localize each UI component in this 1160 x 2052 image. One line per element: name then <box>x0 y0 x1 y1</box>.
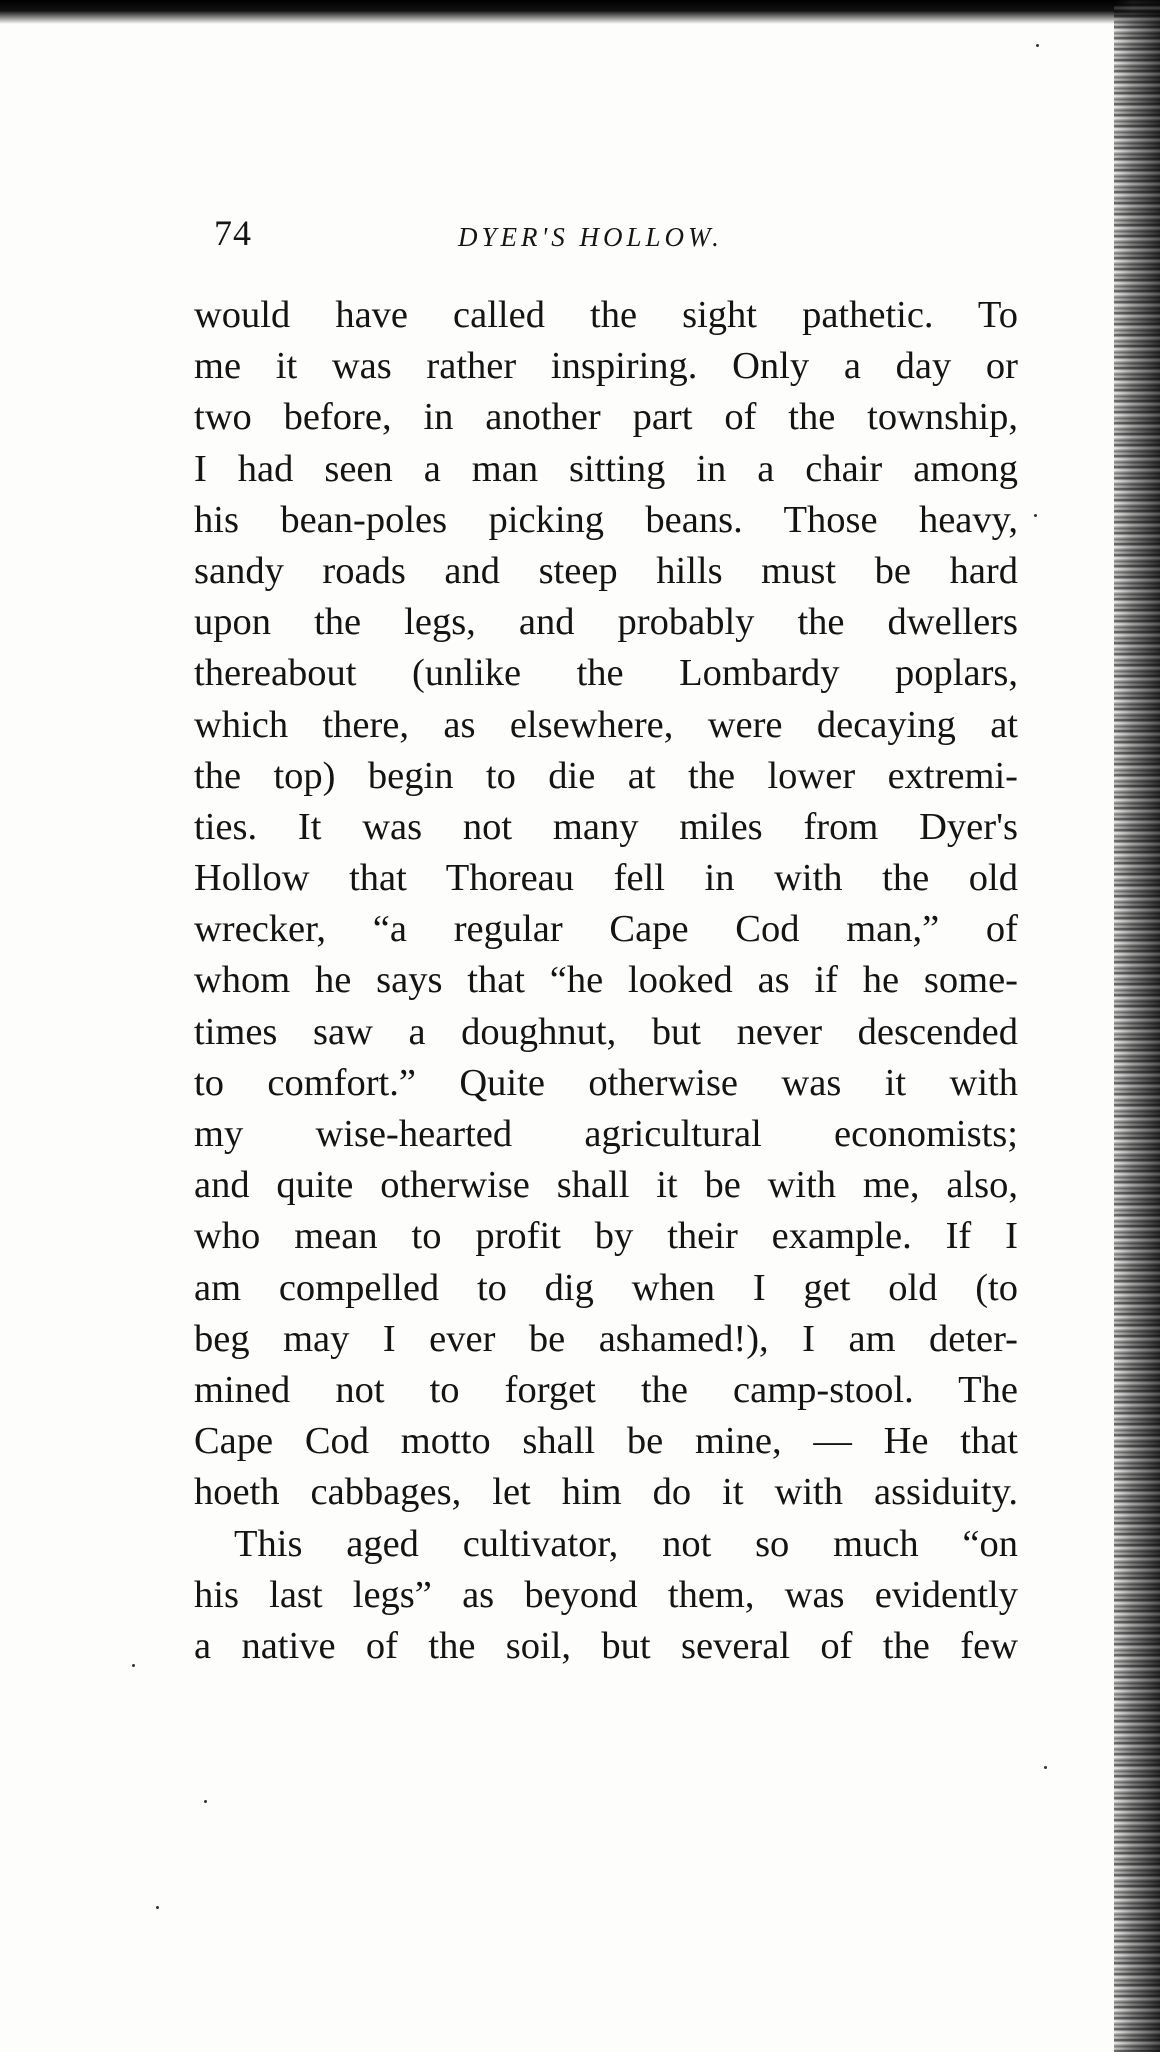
scan-speck <box>1044 1766 1047 1769</box>
text-line: me it was rather inspiring. Only a day or <box>194 345 1018 388</box>
scan-speck <box>1036 44 1039 47</box>
page-header <box>214 212 774 262</box>
text-line: wrecker, “a regular Cape Cod man,” of <box>194 908 1018 951</box>
text-line: whom he says that “he looked as if he some- <box>194 959 1018 1002</box>
text-line: sandy roads and steep hills must be hard <box>194 549 1018 592</box>
scan-top-shadow <box>0 0 1160 24</box>
text-line: ties. It was not many miles from Dyer's <box>194 805 1018 848</box>
text-line: a native of the soil, but several of the few <box>194 1624 1018 1667</box>
text-line: mined not to forget the camp-stool. The <box>194 1368 1018 1411</box>
text-line: his last legs” as beyond them, was evidently <box>194 1573 1018 1616</box>
text-line: hoeth cabbages, let him do it with assiduity. <box>194 1471 1018 1514</box>
text-line: to comfort.” Quite otherwise was it with <box>194 1061 1018 1104</box>
body-text <box>194 290 1018 1672</box>
scan-page-edge <box>1114 0 1160 2052</box>
text-line: Hollow that Thoreau fell in with the old <box>194 857 1018 900</box>
paragraph-1 <box>194 290 1018 1519</box>
text-line: his bean-poles picking beans. Those heavy, <box>194 498 1018 541</box>
scan-speck <box>132 1664 135 1667</box>
text-line: who mean to profit by their example. If I <box>194 1215 1018 1258</box>
text-line: two before, in another part of the township, <box>194 396 1018 439</box>
text-line: am compelled to dig when I get old (to <box>194 1266 1018 1309</box>
text-line: which there, as elsewhere, were decaying at <box>194 703 1018 746</box>
text-line: I had seen a man sitting in a chair among <box>194 447 1018 490</box>
text-line: would have called the sight pathetic. To <box>194 294 1018 336</box>
scan-speck <box>156 1906 159 1909</box>
text-line: the top) begin to die at the lower extremi- <box>194 754 1018 797</box>
scan-speck <box>1034 514 1037 517</box>
text-line: beg may I ever be ashamed!), I am deter- <box>194 1317 1018 1360</box>
text-line: This aged cultivator, not so much “on <box>234 1522 1018 1565</box>
paragraph-2 <box>194 1519 1018 1673</box>
running-title: DYER'S HOLLOW. <box>458 222 723 252</box>
text-line: upon the legs, and probably the dwellers <box>194 601 1018 644</box>
text-line: and quite otherwise shall it be with me, also, <box>194 1164 1018 1207</box>
text-line: thereabout (unlike the Lombardy poplars, <box>194 652 1018 695</box>
page-number: 74 <box>214 213 252 253</box>
scan-speck <box>204 1800 207 1803</box>
text-line: my wise-hearted agricultural economists; <box>194 1113 1018 1155</box>
text-line: Cape Cod motto shall be mine, — He that <box>194 1420 1018 1463</box>
text-line: times saw a doughnut, but never descended <box>194 1010 1018 1053</box>
